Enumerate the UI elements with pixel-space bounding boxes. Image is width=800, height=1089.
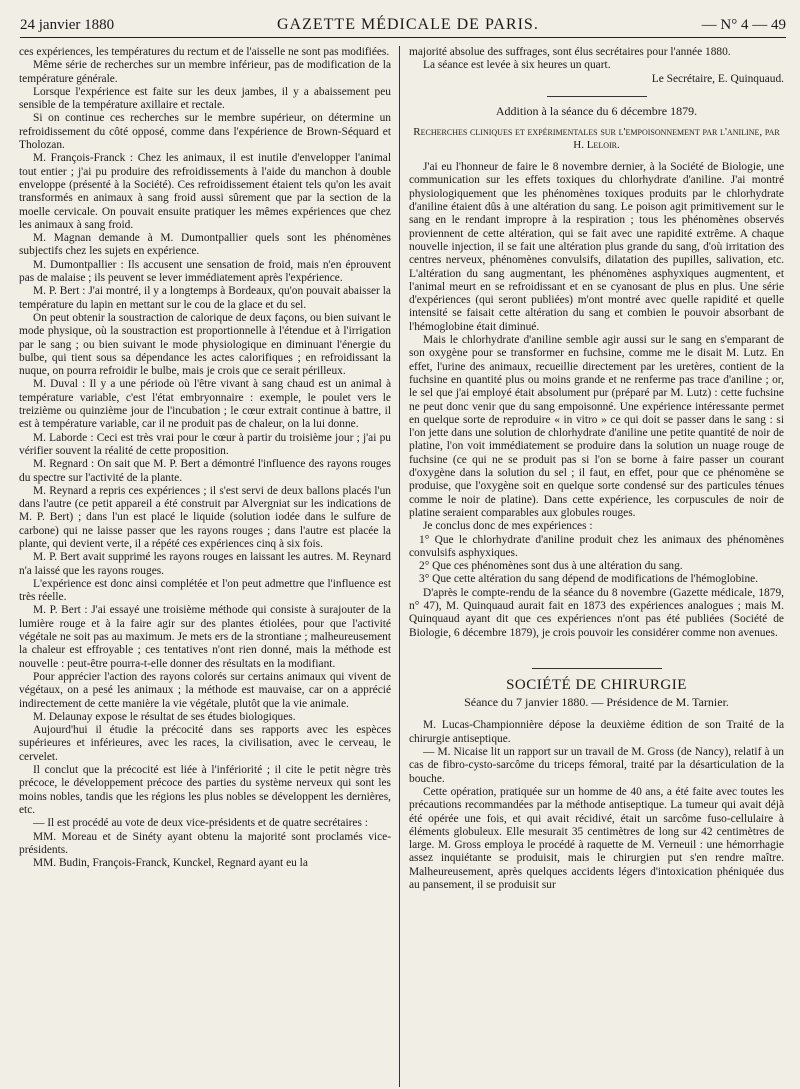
separator-rule <box>532 668 662 669</box>
header-title: GAZETTE MÉDICALE DE PARIS. <box>276 16 539 33</box>
page-header <box>20 8 786 38</box>
paragraph: majorité absolue des suffrages, sont élus secrétaires pour l'année 1880. <box>409 46 731 58</box>
paragraph: D'après le compte-rendu de la séance du 8 novembre (Gazette médicale, 1879, n° 47), M. Quinquaud aurait fait en 1873 des expériences analogues ; mais M. Quinquaud ayant dit que ces expériences n'ont pas été publiées (Société de Biologie, 6 décembre 1879), je crois pouvoir les considérer comme non avenues. <box>409 586 784 639</box>
paragraph: M. Regnard : On sait que M. P. Bert a démontré l'influence des rayons rouges du spectre sur l'activité de la plante. <box>19 458 391 484</box>
paragraph: M. Dumontpallier : Ils accusent une sensation de froid, mais n'en éprouvent pas de malaise ; ils peuvent se lever immédiatement après l'expérience. <box>19 258 391 285</box>
paragraph: M. Duval : Il y a une période où l'être vivant à sang chaud est un animal à température variable, c'est l'état embryonnaire : exemple, le poulet vers le treizième ou quinzième jour de l'incubation ; le cœur extrait continue à battre, il est à température variable, car il ne produit pas de chaleur, on la lui donne. <box>19 378 391 431</box>
paragraph: M. Delaunay expose le résultat de ses études biologiques. <box>33 710 296 723</box>
paragraph: M. Laborde : Ceci est très vrai pour le cœur à partir du troisième jour ; j'ai pu vérifier souvent la réalité de cette proposition. <box>19 431 391 457</box>
conclusion-item: 3° Que cette altération du sang dépend de modifications de l'hémoglobine. <box>419 573 759 586</box>
paragraph: Mais le chlorhydrate d'aniline semble agir aussi sur le sang en s'emparant de son oxygène pour se transformer en fuchsine, comme me le disait M. Lutz. En effet, l'urine des animaux, recueillie directement par les uretères, contient de la fuchsine en quantité plus ou moins grande et ne renferme pas trace d'aniline ; or, le sel que j'ai employé était absolument pur (préparé par M. Lutz) : cette fuchsine ne peut donc venir que du sang empoisonné. Une expérience intéressante permet en quelque sorte de reproduire « in vitro » ce qui doit se passer dans le sang : si l'on jette dans une solution de chlorhydrate d'aniline une petite quantité de noir de platine, l'on voit immédiatement se produire dans la solution un nuage rouge de fuchsine (ce qui ne se produit pas si l'on se borne à faire passer un courant d'oxygène dans la solution du sel ; il faut, en effet, pour que ce phénomène se produise, que l'oxygène soit en quelque sorte condensé sur des particules ténues comme le noir de platine). Dans cette expérience, les corpuscules de noir de platine seraient comparables aux globules rouges. <box>409 334 784 519</box>
conclusion-item: 1° Que le chlorhydrate d'aniline produit chez les animaux des phénomènes convulsifs asphyxiques. <box>409 533 784 559</box>
paragraph: M. Magnan demande à M. Dumontpallier quels sont les phénomènes subjectifs chez les sujets en expérience. <box>19 232 391 258</box>
header-issue: — N° 4 — 49 <box>701 17 786 33</box>
paragraph: ces expériences, les températures du rectum et de l'aisselle ne sont pas modifiées. <box>19 46 390 58</box>
column-divider <box>399 46 400 1087</box>
paragraph: M. P. Bert avait supprimé les rayons rouges en laissant les autres. M. Reynard n'a laissé que les rayons rouges. <box>19 551 391 577</box>
paragraph: — Il est procédé au vote de deux vice-présidents et de quatre secrétaires : <box>33 817 368 830</box>
paragraph: M. P. Bert : J'ai essayé une troisième méthode qui consiste à surajouter de la lumière rouge et à la faire agir sur des plantes étiolées, pour que l'activité végétale ne soit pas au maximum. Je mets ers de la strontiane ; malheureusement la chaleur est effroyable ; ces tentatives n'ont rien donné, mais la méthode est nouvelle : peut-être pourra-t-elle donner des résultats en la modifiant. <box>19 604 391 670</box>
signature: Le Secrétaire, E. Quinquaud. <box>651 72 784 85</box>
research-title: Recherches cliniques et expérimentales sur l'empoisonnement par l'aniline, par H. Leloir. <box>413 126 780 151</box>
paragraph: Je conclus donc de mes expériences : <box>423 520 593 533</box>
paragraph: M. P. Bert : J'ai montré, il y a longtemps à Bordeaux, qu'on pouvait abaisser la température du lapin en mettant sur le cou de la glace et du sel. <box>19 285 391 311</box>
paragraph: L'expérience est donc ainsi complétée et l'on peut admettre que l'influence est très réelle. <box>19 577 391 604</box>
paragraph: M. Lucas-Championnière dépose la deuxième édition de son Traité de la chirurgie antiseptique. <box>409 719 784 745</box>
paragraph: MM. Moreau et de Sinéty ayant obtenu la majorité sont proclamés vice-présidents. <box>19 830 391 856</box>
conclusion-item: 2° Que ces phénomènes sont dus à une altération du sang. <box>419 560 683 573</box>
paragraph: Aujourd'hui il étudie la précocité dans ses rapports avec les espèces supérieures et inférieures, avec les races, la civilisation, avec le cerveau, le cervelet. <box>19 724 391 763</box>
paragraph: — M. Nicaise lit un rapport sur un travail de M. Gross (de Nancy), relatif à un cas de fibro-cysto-sarcôme du triceps fémoral, traité par la désarticulation de la bouche. <box>409 746 784 785</box>
addition-title: Addition à la séance du 6 décembre 1879. <box>495 103 698 118</box>
paragraph: Pour apprécier l'action des rayons colorés sur certains animaux qui vivent de végétaux, on a pesé les animaux ; la méthode est mauvaise, car on a apprécié indirectement de cette manière la vie végétale, plutôt que la vie animale. <box>19 670 391 710</box>
paragraph: Lorsque l'expérience est faite sur les deux jambes, il y a abaissement peu sensible de la température axillaire et rectale. <box>19 85 391 112</box>
paragraph: Cette opération, pratiquée sur un homme de 40 ans, a été faite avec toutes les précautions recommandées par la méthode antiseptique. La tumeur qui avait déjà été opérée une fois, et qui avait récidivé, était un sarcôme fuso-cellulaire à éléments globuleux. Elle mesurait 35 centimètres de long sur 42 centimètres de large. M. Gross employa le procédé à raquette de M. Verneuil : une hémorrhagie assez inquiétante se produisit, mais le chirurgien put s'en rendre maître. Malheureusement, après quelques accidents légers d'intoxication phéniquée dus au pansement, il se produisit sur <box>409 785 784 892</box>
paragraph: M. François-Franck : Chez les animaux, il est inutile d'envelopper l'animal tout entier ; j'ai pu produire des refroidissements à l'aide du manchon à double enveloppe (présenté à la Société). Ces refroidissement étaient tels qu'on les avait transformés en animaux à sang froid aussi sûrement que par la section de la moelle cervicale. On pouvait ensuite pratiquer les mêmes expériences que chez les animaux à sang froid. <box>19 152 391 231</box>
separator-rule <box>547 96 647 97</box>
right-column <box>409 46 784 892</box>
paragraph: MM. Budin, François-Franck, Kunckel, Regnard ayant eu la <box>33 857 308 870</box>
paragraph: Même série de recherches sur un membre inférieur, pas de modification de la température générale. <box>19 59 391 85</box>
paragraph: Si on continue ces recherches sur le membre supérieur, on détermine un refroidissement du côté opposé, comme dans l'expérience de Brown-Séquard et Tholozan. <box>19 112 391 152</box>
left-column <box>19 46 391 870</box>
paragraph: La séance est levée à six heures un quart. <box>423 59 611 72</box>
paragraph: J'ai eu l'honneur de faire le 8 novembre dernier, à la Société de Biologie, une communication sur les effets toxiques du chlorhydrate d'aniline. J'ai montré physiologiquement que les phénomènes toxiques produits par le chlorhydrate d'aniline étaient dûs à une altération du sang. Le poison agit primitivement sur le sang en le rendant impropre à la respiration ; tous les phénomènes observés proviennent de cette altération, qui se fait avec une rapidité extrême. A chaque nouvelle injection, il se fait une altération plus grande du sang, d'où irritation des centres nerveux, phénomènes convulsifs, dilatation des pupilles, salivation, etc. L'altération du sang augmentant, les phénomènes asphyxiques augmentent, et l'animal meurt en se refroidissant et en se cyanosant de plus en plus. Une série d'expériences (qui seront publiées) m'ont montré avec quelle rapidité et quelle intensité se faisait cette altération du sang et combien le pouvoir absorbant de l'hémoglobine était diminué. <box>409 161 784 333</box>
section-title: SOCIÉTÉ DE CHIRURGIE <box>506 676 687 693</box>
paragraph: M. Reynard a repris ces expériences ; il s'est servi de deux ballons placés l'un dans l'autre (ce petit appareil a été construit par Alvergniat sur les indications de M. P. Bert) ; dans l'un est placé le liquide (solution iodée dans le sulfure de carbone) qui ne laisse passer que les rayons rouges ; dans l'autre est placée la plante, qui devient verte, il a répété ces expériences cinq à six fois. <box>19 484 391 550</box>
header-date: 24 janvier 1880 <box>20 17 115 33</box>
paragraph: Il conclut que la précocité est liée à l'infériorité ; il cite le petit nègre très précoce, le développement précoce des parties du système nerveux qui sont les moins nobles, tandis que les régions les plus nobles se développent les dernières, etc. <box>19 764 391 816</box>
session-line: Séance du 7 janvier 1880. — Présidence de M. Tarnier. <box>464 695 729 710</box>
paragraph: On peut obtenir la soustraction de calorique de deux façons, ou bien suivant le mode physique, où la soustraction est proportionnelle à l'étendue et à l'irrigation par le sang ; ou bien suivant le mode physiologique en diminuant l'énergie du bulbe, qui tient sous sa dépendance les actes calorifiques ; en refroidissant la nuque, on pourra refroidir le bulbe, mais je crois que ce serait périlleux. <box>19 311 391 378</box>
